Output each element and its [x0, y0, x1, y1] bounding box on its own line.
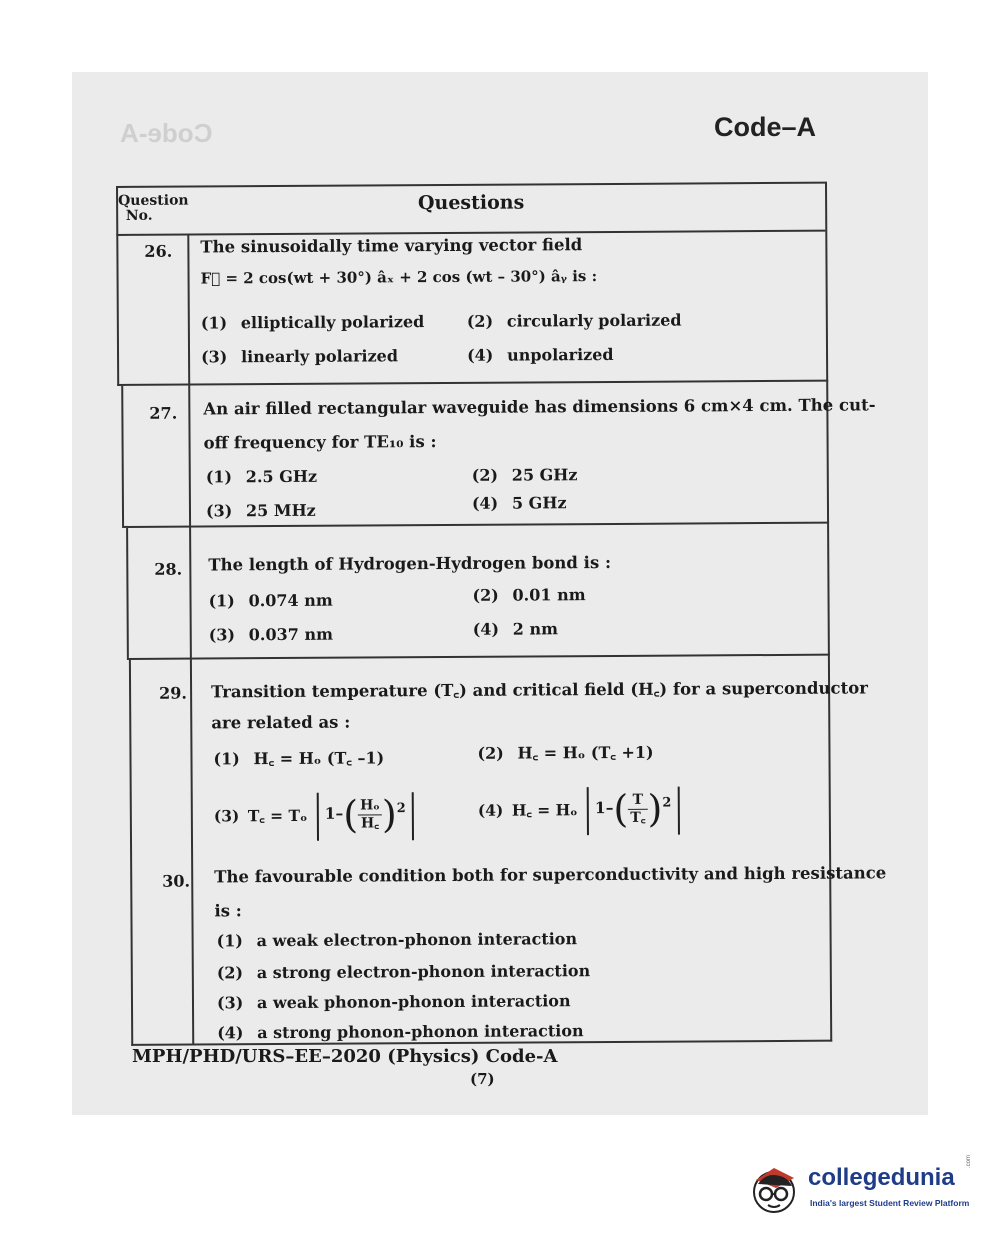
option: (1) elliptically polarized	[200, 312, 425, 333]
option: (4) 2 nm	[472, 619, 559, 639]
collegedunia-logo	[748, 1154, 978, 1222]
question-text-line: are related as :	[211, 712, 351, 733]
question-text-line: An air filled rectangular waveguide has dimensions 6 cm×4 cm. The cut-	[203, 395, 876, 419]
question-number: 30.	[162, 871, 191, 891]
paper-code: Code–A	[714, 112, 817, 142]
option: (2) circularly polarized	[466, 310, 682, 331]
mascot-icon	[748, 1160, 806, 1218]
option: (1) H꜀ = Hₒ (T꜀ –1)	[213, 748, 385, 769]
option: (1) a weak electron-phonon interaction	[216, 929, 578, 951]
page-number: (7)	[470, 1070, 495, 1088]
logo-brand-text: collegedunia	[808, 1164, 955, 1191]
question-number: 27.	[149, 403, 178, 423]
question-text-line: is :	[214, 901, 242, 921]
bleed-through-code: Code-A	[120, 118, 213, 148]
question-text-line: off frequency for TE₁₀ is :	[203, 432, 437, 453]
option: (2) H꜀ = Hₒ (T꜀ +1)	[477, 742, 654, 763]
option: (1) 0.074 nm	[208, 590, 333, 611]
logo-domain: .com	[966, 1154, 972, 1168]
option: (2) a strong electron-phonon interaction	[216, 961, 591, 983]
option: (4) unpolarized	[466, 344, 614, 365]
question-text-line: The length of Hydrogen-Hydrogen bond is :	[208, 552, 612, 575]
option-formula: (3) T꜀ = Tₒ 1–( $\frac{\text{Hₒ}}{H꜀}$ )$^2$	[214, 792, 414, 841]
option: (4) 5 GHz	[471, 493, 567, 513]
question-text-line: Transition temperature (T꜀) and critical field (H꜀) for a superconductor	[211, 678, 868, 702]
page-footer: MPH/PHD/URS–EE–2020 (Physics) Code-A	[132, 1046, 558, 1067]
option: (3) 0.037 nm	[208, 624, 334, 645]
logo-tagline: India's largest Student Review Platform	[810, 1198, 970, 1208]
option: (2) 0.01 nm	[472, 585, 586, 605]
option: (3) linearly polarized	[200, 346, 399, 367]
option: (3) 25 MHz	[205, 500, 316, 521]
question-number-header: Question No.	[118, 192, 189, 224]
question-table	[116, 182, 887, 1046]
question-text-line: F⃗ = 2 cos(wt + 30°) âₓ + 2 cos (wt – 30°) âᵧ is :	[200, 267, 598, 288]
option-formula: (4) H꜀ = Hₒ 1–( $\frac{T}{T꜀}$ )$^2$	[478, 787, 680, 836]
question-number: 28.	[154, 559, 183, 579]
option: (2) 25 GHz	[471, 465, 578, 485]
question-number: 29.	[159, 683, 188, 703]
option: (3) a weak phonon-phonon interaction	[216, 991, 571, 1013]
question-text-line: The favourable condition both for superconductivity and high resistance	[214, 863, 887, 887]
question-text-line: The sinusoidally time varying vector field	[200, 235, 583, 257]
question-number: 26.	[144, 241, 173, 261]
option: (1) 2.5 GHz	[205, 466, 318, 487]
questions-header: Questions	[417, 191, 525, 215]
option: (4) a strong phonon-phonon interaction	[217, 1021, 584, 1043]
